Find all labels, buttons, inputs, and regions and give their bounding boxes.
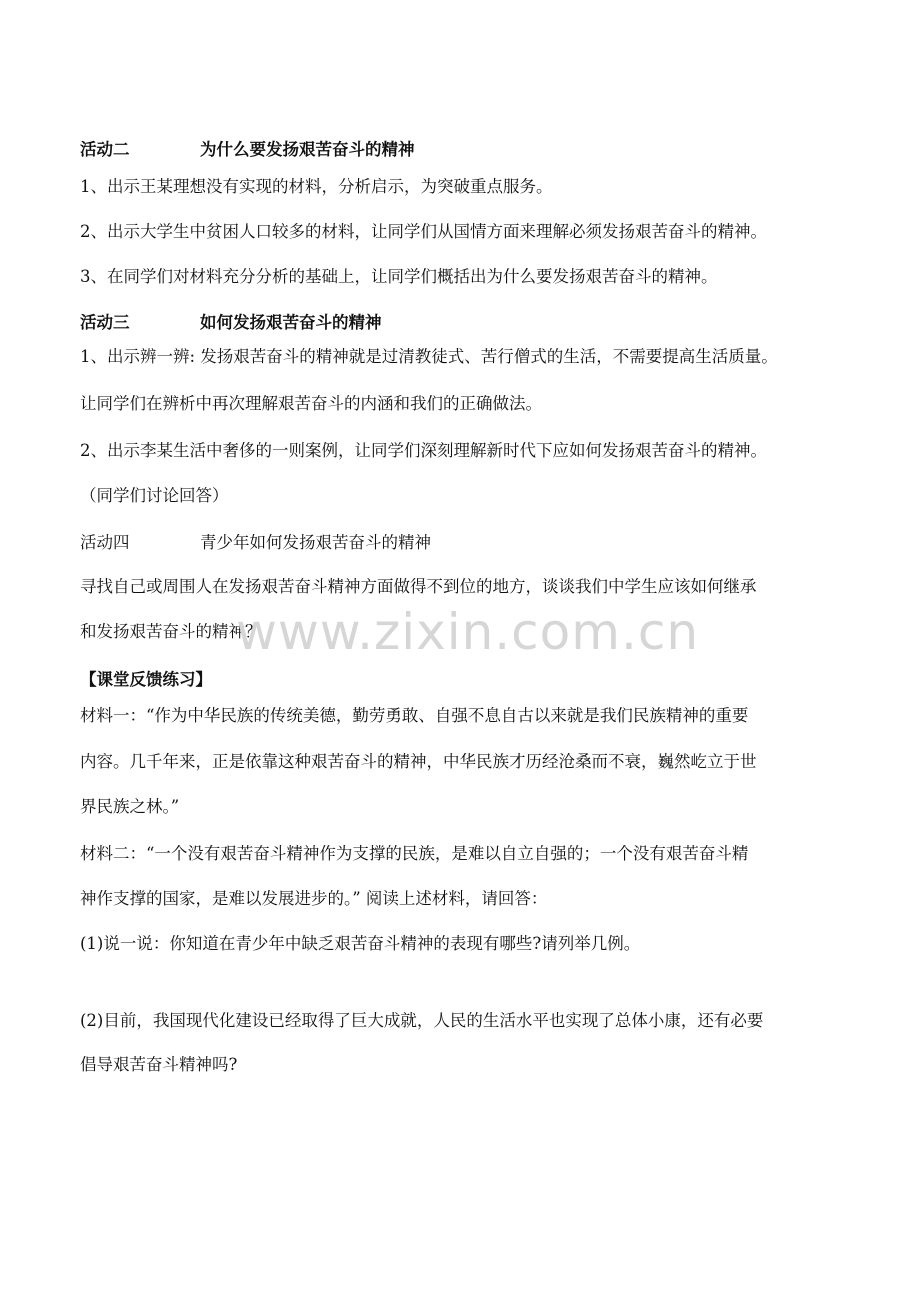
material-1-line-2: 内容。几千年来，正是依靠这种艰苦奋斗的精神，中华民族才历经沧桑而不衰，巍然屹立于世 [80,752,757,771]
feedback-heading: 【课堂反馈练习】 [80,670,212,689]
material-2-line-1: 材料二：“一个没有艰苦奋斗精神作为支撑的民族，是难以自立自强的；一个没有艰苦奋斗精 [80,844,749,863]
activity3-item-1-line-1: 1、出示辨一辨: 发扬艰苦奋斗的精神就是过清教徒式、苦行僧式的生活，不需要提高生活质量。 [80,347,778,366]
activity4-line-1: 寻找自己或周围人在发扬艰苦奋斗精神方面做得不到位的地方，谈谈我们中学生应该如何继承 [80,577,757,596]
activity4-line-2: 和发扬艰苦奋斗的精神？ [80,622,262,641]
activity3-heading [80,311,850,335]
material-2-line-2: 神作支撑的国家，是难以发展进步的。” 阅读上述材料，请回答： [80,889,548,908]
activity2-item-1: 1、出示王某理想没有实现的材料，分析启示，为突破重点服务。 [80,177,553,196]
activity3-label: 活动三 [80,313,130,332]
question-2-line-1: (2)目前，我国现代化建设已经取得了巨大成就，人民的生活水平也实现了总体小康，还有必要 [80,1011,764,1030]
activity3-title: 如何发扬艰苦奋斗的精神 [200,313,382,332]
activity4-title: 青少年如何发扬艰苦奋斗的精神 [200,533,431,552]
activity3-item-2-line-2: （同学们讨论回答） [80,486,229,505]
material-1-line-1: 材料一：“作为中华民族的传统美德，勤劳勇敢、自强不息自古以来就是我们民族精神的重要 [80,706,749,725]
activity2-item-3: 3、在同学们对材料充分分析的基础上，让同学们概括出为什么要发扬艰苦奋斗的精神。 [80,267,718,286]
question-1: (1)说一说：你知道在青少年中缺乏艰苦奋斗精神的表现有哪些?请列举几例。 [80,934,641,953]
activity3-item-2-line-1: 2、出示李某生活中奢侈的一则案例，让同学们深刻理解新时代下应如何发扬艰苦奋斗的精神。 [80,441,767,460]
activity4-label: 活动四 [80,533,130,552]
activity2-heading [80,138,850,162]
activity2-title: 为什么要发扬艰苦奋斗的精神 [200,140,415,159]
material-1-line-3: 界民族之林。” [80,797,180,816]
question-2-line-2: 倡导艰苦奋斗精神吗? [80,1055,238,1074]
activity3-item-1-line-2: 让同学们在辨析中再次理解艰苦奋斗的内涵和我们的正确做法。 [80,394,542,413]
activity2-item-2: 2、出示大学生中贫困人口较多的材料，让同学们从国情方面来理解必须发扬艰苦奋斗的精神。 [80,222,767,241]
watermark: www.zixin.com.cn [236,603,700,661]
activity2-label: 活动二 [80,140,130,159]
activity4-heading [80,531,850,555]
